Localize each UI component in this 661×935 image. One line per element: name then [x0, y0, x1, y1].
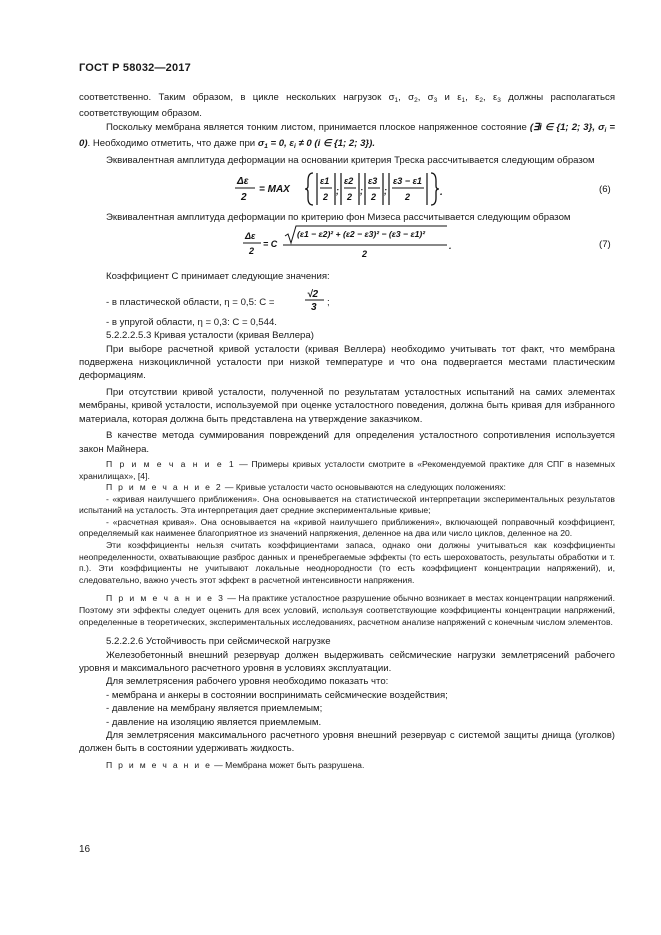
equation-number: (6) [599, 184, 611, 196]
svg-text:.: . [440, 187, 443, 199]
formula-lhs-num: Δε [237, 176, 249, 188]
radicand: (ε1 − ε2)² + (ε2 − ε3)² − (ε3 − ε1)² [297, 229, 426, 240]
term-2: ε2 [344, 176, 354, 187]
paragraph: соответственно. Таким образом, в цикле нескольких нагрузок $\sigma_1$, $\sigma_2$, $\sigma_3$ и $\varepsilon_1$, $\varepsilon_2$, $\varepsilon_3$ должны располагаться соответствующим образом. [79, 92, 616, 120]
term-4: ε3 − ε1 [393, 176, 422, 187]
formula-lhs-den: 2 [249, 246, 255, 257]
svg-text:;: ; [336, 186, 339, 197]
term-1-den: 2 [323, 192, 329, 203]
note: П р и м е ч а н и е — Мембрана может быть разрушена. [106, 759, 365, 770]
document-header: ГОСТ Р 58032—2017 [79, 62, 191, 74]
document-body [79, 91, 615, 771]
term-3: ε3 [368, 176, 378, 187]
paragraph: - в упругой области, η = 0,3: C = 0,544. [106, 316, 277, 328]
formula-lhs-num: Δε [245, 231, 256, 242]
paragraph: Для землетрясения рабочего уровня необходимо показать что: [106, 676, 389, 688]
paragraph: В качестве метода суммирования повреждений для определения усталостного сопротивления используется закон Майнера. [79, 430, 615, 455]
term-1: ε1 [320, 176, 330, 187]
note: П р и м е ч а н и е 2 — Кривые усталости часто основываются на следующих положениях: [106, 482, 506, 493]
formula-eq: = MAX [259, 184, 290, 196]
paragraph: При выборе расчетной кривой усталости (кривая Веллера) необходимо учитывать тот факт, что мембрана подвержена низкоцикличной усталости при низкой температуре и что она подвергается местами пластическим деформациям. [79, 343, 615, 382]
formula-den: 2 [362, 249, 368, 260]
formula-tresca-graphic [79, 167, 615, 211]
equation-number: (7) [599, 239, 611, 251]
formula-tresca [79, 167, 615, 211]
note: П р и м е ч а н и е 3 — На практике усталостное разрушение обычно возникает в местах концентрации напряжений. Поэтому эти эффекты следует оценить для всех условий, используя соответствующие коэффициенты концентрации напряжений, определенные в теоретических, экспериментальных исследованиях, расчетном анализе напряжений с конечным числом элементов. [79, 593, 615, 627]
list-item: - мембрана и анкеры в состоянии воспринимать сейсмические воздействия; [106, 689, 448, 701]
formula-eq: = C [263, 239, 278, 250]
fraction-num: √2 [307, 288, 319, 300]
section-heading: 5.2.2.2.6 Устойчивость при сейсмической нагрузке [106, 636, 331, 648]
term-4-den: 2 [405, 192, 411, 203]
formula-von-mises [79, 224, 615, 264]
list-item: - давление на мембрану является приемлемым; [106, 703, 323, 715]
paragraph: При отсутствии кривой усталости, полученной по результатам усталостных испытаний на самих элементах мембраны, кривой усталости, используемой при оценке усталостного поведения, должна быть кривая для избранного материала, которая должна быть представлена на утверждение заказчиком. [79, 386, 615, 425]
page-number: 16 [79, 844, 91, 855]
paragraph: Железобетонный внешний резервуар должен выдерживать сейсмические нагрузки землетрясений рабочего уровня и максимального расчетного уровня в условиях эксплуатации. [79, 649, 615, 675]
fraction-c [304, 286, 364, 312]
paragraph: Эквивалентная амплитуда деформации на основании критерия Треска рассчитывается следующим образом [106, 154, 595, 166]
term-3-den: 2 [371, 192, 377, 203]
svg-text:;: ; [360, 186, 363, 197]
paragraph: Эквивалентная амплитуда деформации по критерию фон Мизеса рассчитывается следующим образом [106, 212, 571, 224]
note-bullet: - «кривая наилучшего приближения». Она основывается на статистической интерпретации экспериментальных результатов испытаний на усталость. Эта интерпретация дает средние экспериментальные кривые; [79, 493, 615, 516]
note-paragraph: Эти коэффициенты нельзя считать коэффициентами запаса, однако они должны учитываться как коэффициенты неопределенности, охватывающие разброс данных и пренебрегаемые эффекты (то есть шероховатость, результаты обработки и т. п.). Эти коэффициенты не учитывают локальные неоднородности (то есть коэффициент концентрации напряжений), и, следовательно, важно учесть этот эффект в расчетной интенсивности напряжения. [79, 540, 615, 585]
term-2-den: 2 [347, 192, 353, 203]
svg-text:;: ; [384, 186, 387, 197]
section-heading: 5.2.2.2.5.3 Кривая усталости (кривая Веллера) [106, 330, 314, 342]
paragraph: Коэффициент C принимает следующие значения: [106, 271, 330, 283]
note: П р и м е ч а н и е 1 — Примеры кривых усталости смотрите в «Рекомендуемой практике для СПГ в наземных хранилищах», [4]. [79, 458, 616, 481]
paragraph: Поскольку мембрана является тонким листом, принимается плоское напряженное состояние (∃i ∈ {1; 2; 3}, $\sigma_i = 0$). Необходимо отметить, что даже при $\sigma_1 = 0$, $\varepsilon_i \ne 0$ (i ∈ {1; 2; 3}). [79, 121, 615, 151]
list-item: - давление на изоляцию является приемлемым. [106, 716, 322, 728]
paragraph: - в пластической области, η = 0,5: C = √2 3 ; [79, 290, 615, 314]
formula-lhs-den: 2 [241, 192, 247, 204]
paragraph: Для землетрясения максимального расчетного уровня внешний резервуар с системой защиты днища (уголков) должен быть в состоянии удерживать жидкость. [79, 730, 615, 755]
note-bullet: - «расчетная кривая». Она основывается на «кривой наилучшего приближения», включающей поправочный коэффициент, определяемый как наименее благоприятное из значений напряжения, деленное на два или число циклов, деленное на 20. [79, 516, 615, 539]
fraction-den: 3 [311, 301, 317, 312]
formula-von-mises-graphic [79, 224, 615, 264]
svg-text:.: . [449, 241, 452, 252]
